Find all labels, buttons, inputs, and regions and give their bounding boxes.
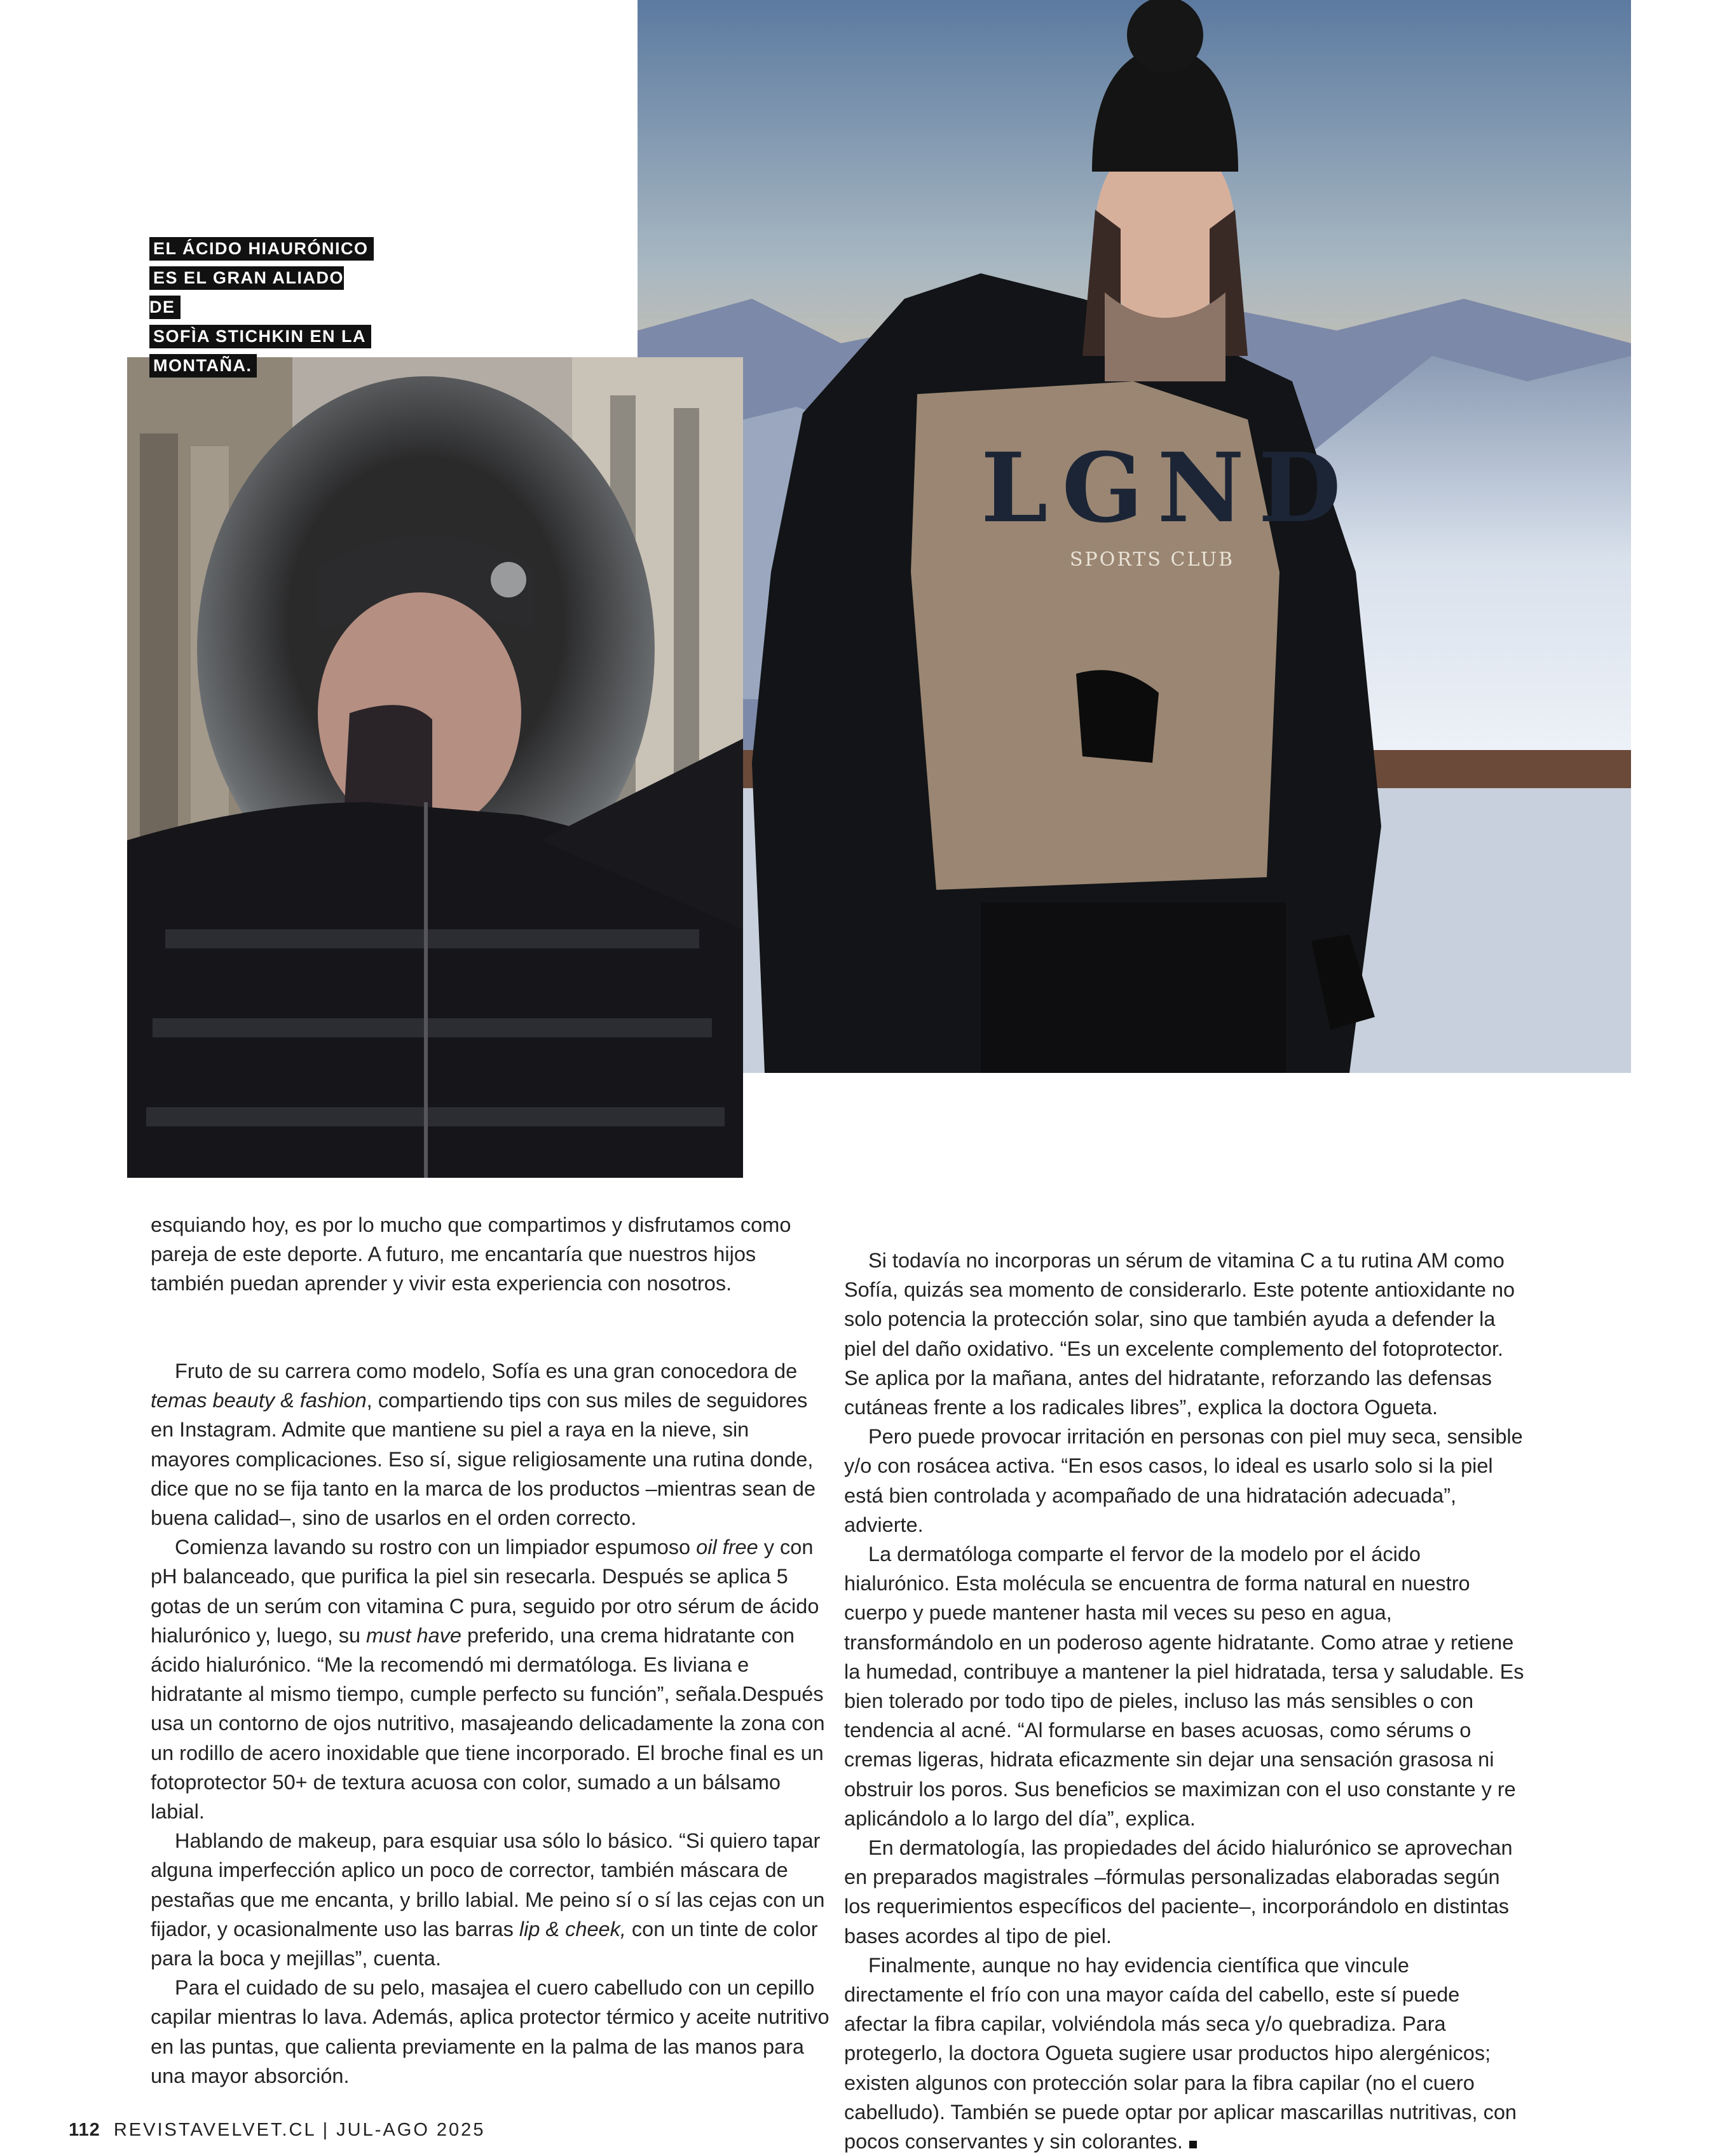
paragraph-fruto-text-b: , compartiendo tips con sus miles de seguidores en Instagram. Admite que mantiene su piel a raya en la nieve, sin mayores complicaciones. Eso sí, sigue religiosamente una rutina donde, dice que no se fija tanto en la marca de los productos –mientras sean de buena calidad–, sino de usarlos en el orden correcto. bbox=[151, 1389, 816, 1530]
end-mark-icon bbox=[1189, 2141, 1197, 2148]
photo-caption bbox=[149, 234, 378, 380]
caption-line-4: MONTAÑA. bbox=[149, 354, 257, 378]
photo-fur-hood-selfie bbox=[127, 357, 743, 1178]
paragraph-rutina-text-c: preferido, una crema hidratante con ácido hialurónico. “Me la recomendó mi dermatóloga. Es liviana e hidratante al mismo tiempo, cumple perfecto su función”, señala.Después usa un contorno de ojos nutritivo, masajeando delicadamente la zona con un rodillo de acero inoxidable que tiene incorporado. El broche final es un fotoprotector 50+ de textura acuosa con color, sumado a un bálsamo labial. bbox=[151, 1623, 825, 1824]
sweater-lettering: LGND bbox=[981, 432, 1355, 544]
paragraph-makeup bbox=[151, 1826, 831, 1973]
caption-line-3: SOFÌA STICHKIN EN LA bbox=[149, 325, 371, 348]
paragraph-makeup-text-a: Hablando de makeup, para esquiar usa sólo lo básico. “Si quiero tapar alguna imperfección aplico un poco de corrector, también máscara de pestañas que me encanta, y brillo labial. Me peino sí o sí las cejas con un fijador, y ocasionalmente uso las barras bbox=[151, 1829, 825, 1941]
paragraph-dermatologia: En dermatología, las propiedades del ácido hialurónico se aprovechan en preparados magistrales –fórmulas personalizadas elaboradas según los requerimientos específicos del paciente–, incorporándolo en distintas bases acordes al tipo de piel. bbox=[844, 1836, 1513, 1948]
page-number: 112 bbox=[69, 2120, 100, 2140]
emphasis-oil-free: oil free bbox=[696, 1536, 758, 1559]
emphasis-must-have: must have bbox=[366, 1623, 461, 1647]
paragraph-finalmente bbox=[844, 1951, 1524, 2156]
paragraph-vitamina-c: Si todavía no incorporas un sérum de vitamina C a tu rutina AM como Sofía, quizás sea momento de considerarlo. Este potente antioxidante no solo potencia la protección solar, sino que también ayuda a defender la piel del daño oxidativo. “Es un excelente complemento del fotoprotector. Se aplica por la mañana, antes del hidratante, reforzando las defensas cutáneas frente a los radicales libres”, explica la doctora Ogueta. bbox=[844, 1249, 1515, 1419]
emphasis-lip-cheek: lip & cheek, bbox=[519, 1917, 626, 1941]
paragraph-intro: esquiando hoy, es por lo mucho que compartimos y disfrutamos como pareja de este deporte. A futuro, me encantaría que nuestros hijos también puedan aprender y vivir esta experiencia con nosotros. bbox=[151, 1213, 791, 1295]
caption-line-2: ES EL GRAN ALIADO DE bbox=[149, 266, 344, 319]
paragraph-pelo: Para el cuidado de su pelo, masajea el cuero cabelludo con un cepillo capilar mientras lo lava. Además, aplica protector térmico y aceite nutritivo en las puntas, que calienta previamente en la palma de las manos para una mayor absorción. bbox=[151, 1976, 829, 2087]
footer-publication: REVISTAVELVET.CL | JUL-AGO 2025 bbox=[113, 2120, 486, 2140]
paragraph-rutina bbox=[151, 1532, 831, 1826]
sweater-sublettering: SPORTS CLUB bbox=[1070, 549, 1235, 571]
left-column-intro bbox=[151, 1210, 831, 1299]
caption-line-1: EL ÁCIDO HIAURÓNICO bbox=[149, 237, 374, 261]
photo-mountain-portrait bbox=[638, 0, 1631, 1073]
paragraph-irritacion: Pero puede provocar irritación en personas con piel muy seca, sensible y/o con rosácea activa. “En esos casos, lo ideal es usarlo solo si la piel está bien controlada y acompañado de una hidratación adecuada”, advierte. bbox=[844, 1425, 1523, 1536]
paragraph-fruto-text-a: Fruto de su carrera como modelo, Sofía es una gran conocedora de bbox=[175, 1360, 798, 1382]
page-footer bbox=[69, 2120, 485, 2141]
paragraph-makeup-text-b: con un tinte de color para la boca y mejillas”, cuenta. bbox=[151, 1917, 818, 1970]
emphasis-beauty-fashion: temas beauty & fashion bbox=[151, 1389, 367, 1412]
left-column-body bbox=[151, 1356, 831, 2091]
paragraph-hialuronico: La dermatóloga comparte el fervor de la modelo por el ácido hialurónico. Esta molécula se encuentra de forma natural en nuestro cuerpo y puede mantener hasta mil veces su peso en agua, transformándolo en un poderoso agente hidratante. Como atrae y retiene la humedad, contribuye a mantener la piel hidratada, tersa y saludable. Es bien tolerado por todo tipo de pieles, incluso las más sensibles o con tendencia al acné. “Al formularse en bases acuosas, como sérums o cremas ligeras, hidrata eficazmente sin dejar una sensación grasosa ni obstruir los poros. Sus beneficios se maximizan con el uso constante y re aplicándolo a lo largo del día”, explica. bbox=[844, 1543, 1524, 1830]
paragraph-fruto bbox=[151, 1356, 831, 1532]
right-column-body bbox=[844, 1246, 1524, 2156]
paragraph-finalmente-text: Finalmente, aunque no hay evidencia científica que vincule directamente el frío con una mayor caída del cabello, este sí puede afectar la fibra capilar, volviéndola más seca y/o quebradiza. Para protegerlo, la doctora Ogueta sugiere usar productos hipo alergénicos; existen algunos con protección solar para la fibra capilar (no el cuero cabelludo). También se puede optar por aplicar mascarillas nutritivas, con pocos conservantes y sin colorantes. bbox=[844, 1953, 1517, 2153]
paragraph-rutina-text-a: Comienza lavando su rostro con un limpiador espumoso bbox=[175, 1536, 697, 1559]
paragraph-rutina-text-b: y con pH balanceado, que purifica la piel sin resecarla. Después se aplica 5 gotas de un serúm con vitamina C pura, seguido por otro sérum de ácido hialurónico y, luego, su bbox=[151, 1536, 819, 1647]
